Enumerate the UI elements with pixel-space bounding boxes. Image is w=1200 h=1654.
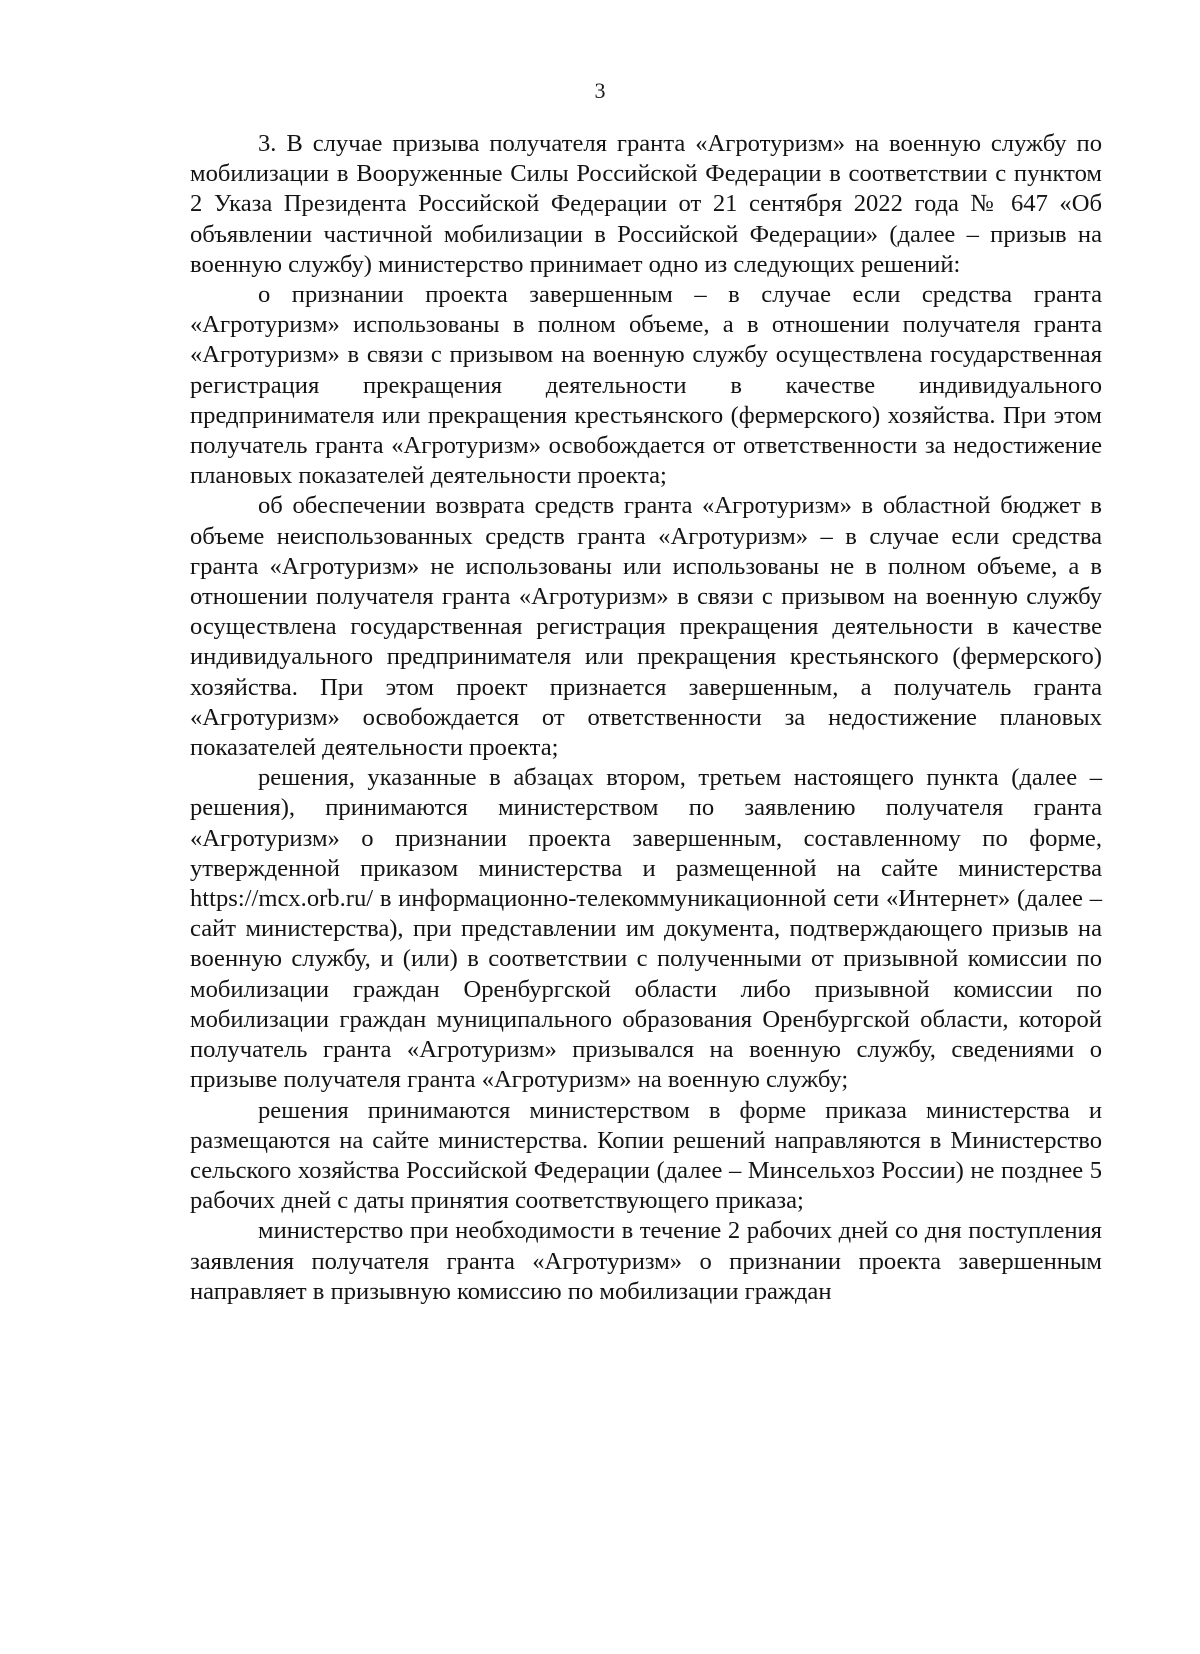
paragraph-decisions-order: решения принимаются министерством в форме приказа министерства и размещаются на сайте министерства. Копии решений направляются в Министерство сельского хозяйства Российской Федерации (далее – Минсельхоз России) не позднее 5 рабочих дней с даты принятия соответствующего приказа; xyxy=(190,1096,1102,1215)
document-body xyxy=(190,129,1102,1307)
page-number: 3 xyxy=(594,78,606,103)
paragraph-clause-3: 3. В случае призыва получателя гранта «Агротуризм» на военную службу по мобилизации в Вооруженные Силы Российской Федерации в соответствии с пунктом 2 Указа Президента Российской Федерации от 21 сентября 2022 года № 647 «Об объявлении частичной мобилизации в Российской Федерации» (далее – призыв на военную службу) министерство принимает одно из следующих решений: xyxy=(190,130,1102,278)
paragraph-ministry-request: министерство при необходимости в течение 2 рабочих дней со дня поступления заявления получателя гранта «Агротуризм» о признании проекта завершенным направляет в призывную комиссию по мобилизации граждан xyxy=(190,1217,1102,1305)
paragraph-project-completed: о признании проекта завершенным – в случае если средства гранта «Агротуризм» использованы в полном объеме, а в отношении получателя гранта «Агротуризм» в связи с призывом на военную службу осуществлена государственная регистрация прекращения деятельности в качестве индивидуального предпринимателя или прекращения крестьянского (фермерского) хозяйства. При этом получатель гранта «Агротуризм» освобождается от ответственности за недостижение плановых показателей деятельности проекта; xyxy=(190,281,1102,490)
paragraph-decisions-application: решения, указанные в абзацах втором, третьем настоящего пункта (далее – решения), принимаются министерством по заявлению получателя гранта «Агротуризм» о признании проекта завершенным, составленному по форме, утвержденной приказом министерства и размещенной на сайте министерства https://mcx.orb.ru/ в информационно-телекоммуникационной сети «Интернет» (далее – сайт министерства), при представлении им документа, подтверждающего призыв на военную службу, и (или) в соответствии с полученными от призывной комиссии по мобилизации граждан Оренбургской области либо призывной комиссии по мобилизации граждан муниципального образования Оренбургской области, которой получатель гранта «Агротуризм» призывался на военную службу, сведениями о призыве получателя гранта «Агротуризм» на военную службу; xyxy=(190,764,1102,1094)
paragraph-grant-return: об обеспечении возврата средств гранта «Агротуризм» в областной бюджет в объеме неиспользованных средств гранта «Агротуризм» – в случае если средства гранта «Агротуризм» не использованы или использованы не в полном объеме, а в отношении получателя гранта «Агротуризм» в связи с призывом на военную службу осуществлена государственная регистрация прекращения деятельности в качестве индивидуального предпринимателя или прекращения крестьянского (фермерского) хозяйства. При этом проект признается завершенным, а получатель гранта «Агротуризм» освобождается от ответственности за недостижение плановых показателей деятельности проекта; xyxy=(190,492,1102,762)
